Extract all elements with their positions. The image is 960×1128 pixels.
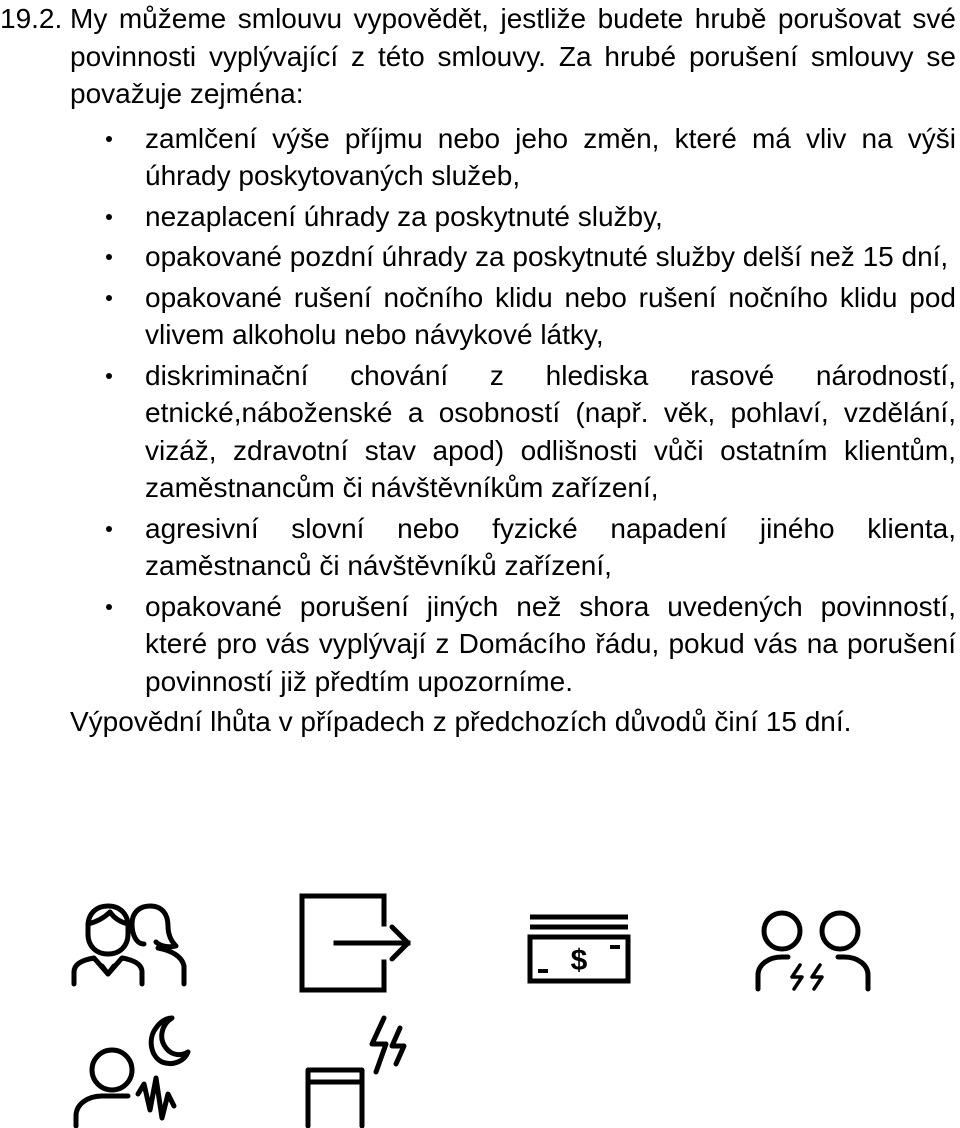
list-item (0, 357, 960, 507)
bullet-dot (106, 604, 112, 610)
bullet-dot (106, 136, 112, 142)
list-item (0, 279, 960, 354)
night-noise-icon (68, 1010, 198, 1128)
bullet-dot (106, 295, 112, 301)
list-item-text: opakované pozdní úhrady za poskytnuté služby delší než 15 dní, (145, 241, 949, 272)
list-item (0, 120, 960, 195)
book-rules-icon (300, 1010, 412, 1128)
conflict-icon (754, 905, 872, 995)
dollar-sign: $ (570, 944, 588, 977)
bullet-dot (106, 254, 112, 260)
list-item-text: opakované rušení nočního klidu nebo rušení nočního klidu pod vlivem alkoholu nebo návykové látky, (145, 281, 956, 350)
section-number: 19.2. (0, 3, 63, 34)
money-icon (524, 913, 634, 985)
list-item (0, 588, 960, 701)
section-intro (0, 0, 960, 113)
bullet-dot (106, 373, 112, 379)
notice-period-text: Výpovědní lhůta v případech z předchozích důvodů činí 15 dní. (70, 706, 852, 737)
bullet-dot (106, 214, 112, 220)
exit-icon (296, 890, 416, 995)
list-item-text: zamlčení výše příjmu nebo jeho změn, které má vliv na výši úhrady poskytovaných služeb, (145, 122, 956, 191)
list-item-text: diskriminační chování z hlediska rasové národností, etnické,náboženské a osobností (např. věk, pohlaví, vzdělání, vizáž, zdravotní stav apod) odlišnosti vůči ostatním klientům, zaměstnancům či návštěvníkům zařízení, (145, 359, 956, 503)
list-item-text: opakované porušení jiných než shora uvedených povinností, které pro vás vyplývají z Domácího řádu, pokud vás na porušení povinností již předtím upozorníme. (145, 590, 956, 697)
breach-list (0, 120, 960, 701)
list-item-text: agresivní slovní nebo fyzické napadení jiného klienta, zaměstnanců či návštěvníků zařízení, (145, 512, 956, 581)
list-item (0, 198, 960, 236)
section-intro-text: My můžeme smlouvu vypovědět, jestliže budete hrubě porušovat své povinnosti vyplývající z této smlouvy. Za hrubé porušení smlouvy se považuje zejména: (70, 3, 956, 109)
people-icon (66, 900, 196, 990)
bullet-dot (106, 526, 112, 532)
list-item (0, 510, 960, 585)
list-item-text: nezaplacení úhrady za poskytnuté služby, (145, 200, 663, 232)
list-item (0, 238, 960, 276)
